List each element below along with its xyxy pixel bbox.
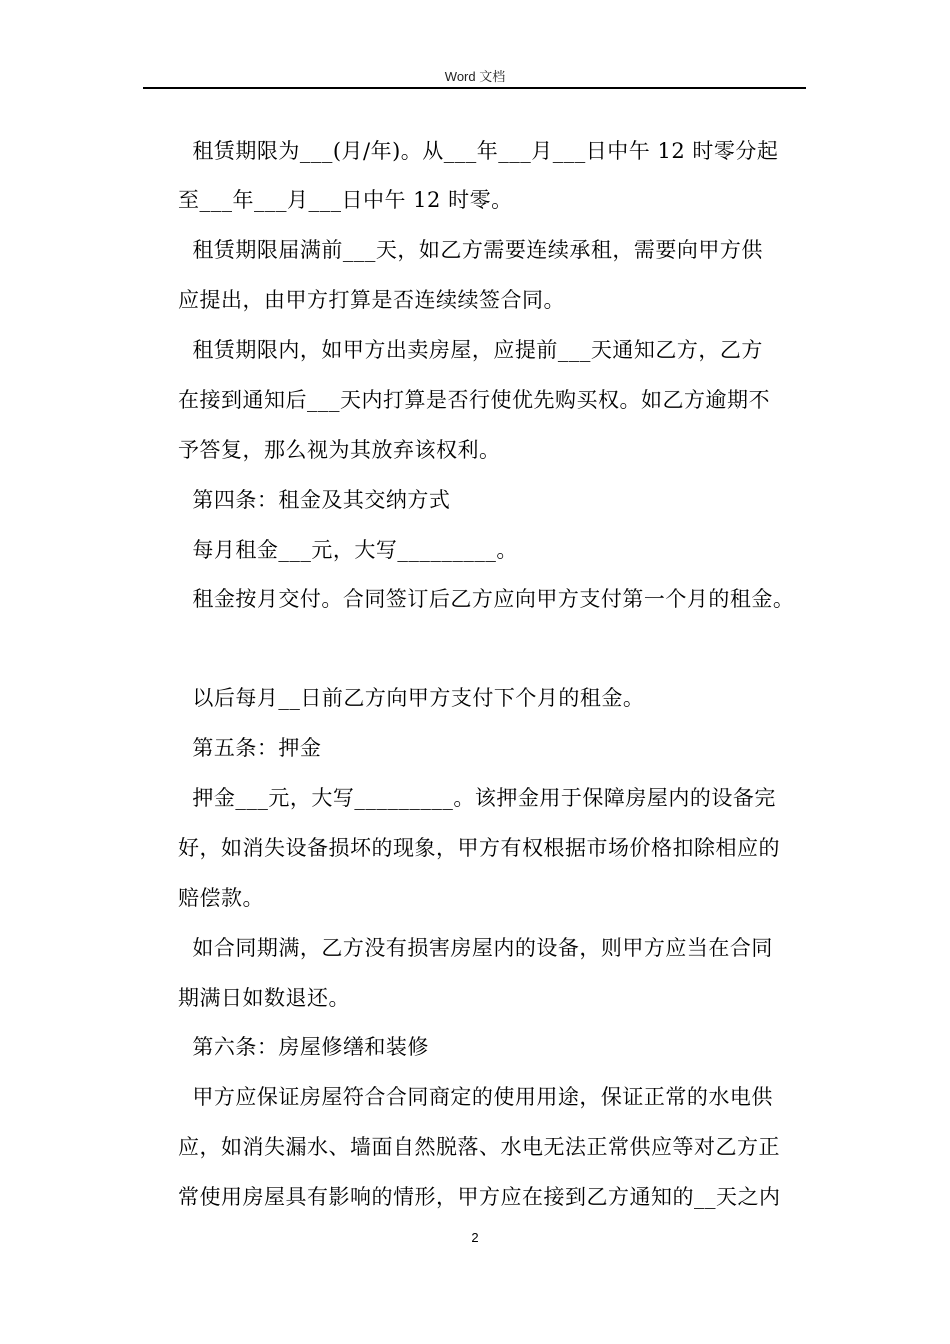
- body-line: 好，如消失设备损坏的现象，甲方有权根据市场价格扣除相应的: [178, 836, 780, 860]
- body-line: 租金按月交付。合同签订后乙方应向甲方支付第一个月的租金。: [178, 587, 795, 611]
- body-line: 每月租金___元，大写_________。: [178, 538, 518, 562]
- body-line: 赔偿款。: [178, 886, 264, 910]
- header-rule: [143, 87, 806, 89]
- body-line: 押金___元，大写_________。该押金用于保障房屋内的设备完: [178, 786, 776, 810]
- body-line: 予答复，那么视为其放弃该权利。: [178, 438, 501, 462]
- body-line: 如合同期满，乙方没有损害房屋内的设备，则甲方应当在合同: [178, 936, 773, 960]
- section-heading: 第四条：租金及其交纳方式: [178, 488, 451, 512]
- body-line: 应提出，由甲方打算是否连续续签合同。: [178, 288, 565, 312]
- body-line: 在接到通知后___天内打算是否行使优先购买权。如乙方逾期不: [178, 388, 770, 412]
- body-line: 期满日如数退还。: [178, 986, 350, 1010]
- document-header: Word 文档: [444, 69, 506, 84]
- body-line: 租赁期限届满前___天，如乙方需要连续承租，需要向甲方供: [178, 238, 763, 262]
- section-heading: 第六条：房屋修缮和装修: [178, 1035, 429, 1059]
- body-line: 租赁期限为___(月/年)。从___年___月___日中午 12 时零分起: [178, 139, 779, 163]
- body-line: 常使用房屋具有影响的情形，甲方应在接到乙方通知的__天之内: [178, 1185, 781, 1209]
- body-line: 应，如消失漏水、墙面自然脱落、水电无法正常供应等对乙方正: [178, 1135, 780, 1159]
- body-line: 租赁期限内，如甲方出卖房屋，应提前___天通知乙方，乙方: [178, 338, 763, 362]
- body-line: 甲方应保证房屋符合合同商定的使用用途，保证正常的水电供: [178, 1085, 773, 1109]
- body-line: 至___年___月___日中午 12 时零。: [178, 188, 513, 212]
- page-number: 2: [471, 1230, 479, 1245]
- body-line: 以后每月__日前乙方向甲方支付下个月的租金。: [178, 686, 645, 710]
- section-heading: 第五条：押金: [178, 736, 322, 760]
